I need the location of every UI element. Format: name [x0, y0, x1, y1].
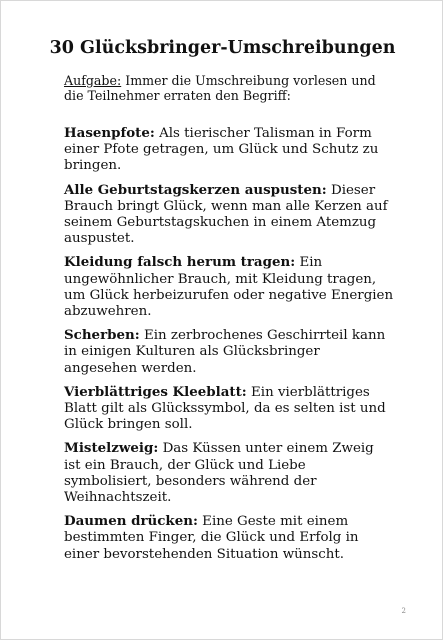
entry-term: Daumen drücken: [64, 513, 198, 530]
entry-description: Ein ungewöhnlicher Brauch, mit Kleidung tragen, um Glück herbeizurufen oder negative Energien abzuwehren. [64, 255, 394, 320]
entry-term: Alle Geburtstagskerzen auspusten: [64, 181, 327, 198]
entry-description: Als tierischer Talisman in Form einer Pfote getragen, um Glück und Schutz zu bringen. [64, 126, 379, 174]
list-item [64, 440, 394, 506]
entry-list [64, 125, 394, 570]
document-title: 30 Glücksbringer-Umschreibungen [49, 38, 396, 58]
entry-description: Das Küssen unter einem Zweig ist ein Brauch, der Glück und Liebe symbolisiert, besonders während der Weihnachtszeit. [64, 441, 374, 506]
task-text: Immer die Umschreibung vorlesen und die Teilnehmer erraten den Begriff: [64, 73, 376, 103]
list-item [64, 327, 394, 377]
list-item [64, 182, 394, 248]
entry-term: Kleidung falsch herum tragen: [64, 254, 296, 271]
entry-description: Eine Geste mit einem bestimmten Finger, die Glück und Erfolg in einer bevorstehenden Situation wünscht. [64, 514, 359, 562]
page-number: 2 [401, 607, 406, 615]
entry-term: Mistelzweig: [64, 440, 159, 457]
list-item [64, 384, 394, 434]
entry-description: Ein zerbrochenes Geschirrteil kann in einigen Kulturen als Glücksbringer angesehen werden. [64, 328, 386, 376]
list-item [64, 513, 394, 563]
list-item [64, 254, 394, 320]
entry-description: Dieser Brauch bringt Glück, wenn man alle Kerzen auf seinem Geburtstagskuchen in einem Atemzug auspustet. [64, 182, 388, 247]
task-label: Aufgabe: [64, 73, 122, 88]
entry-description: Ein vierblättriges Blatt gilt als Glückssymbol, da es selten ist und Glück bringen soll. [64, 384, 386, 433]
entry-term: Vierblättriges Kleeblatt: [64, 383, 247, 400]
task-instruction [64, 74, 394, 103]
entry-term: Hasenpfote: [64, 125, 155, 141]
list-item [64, 125, 394, 175]
entry-term: Scherben: [64, 327, 140, 344]
